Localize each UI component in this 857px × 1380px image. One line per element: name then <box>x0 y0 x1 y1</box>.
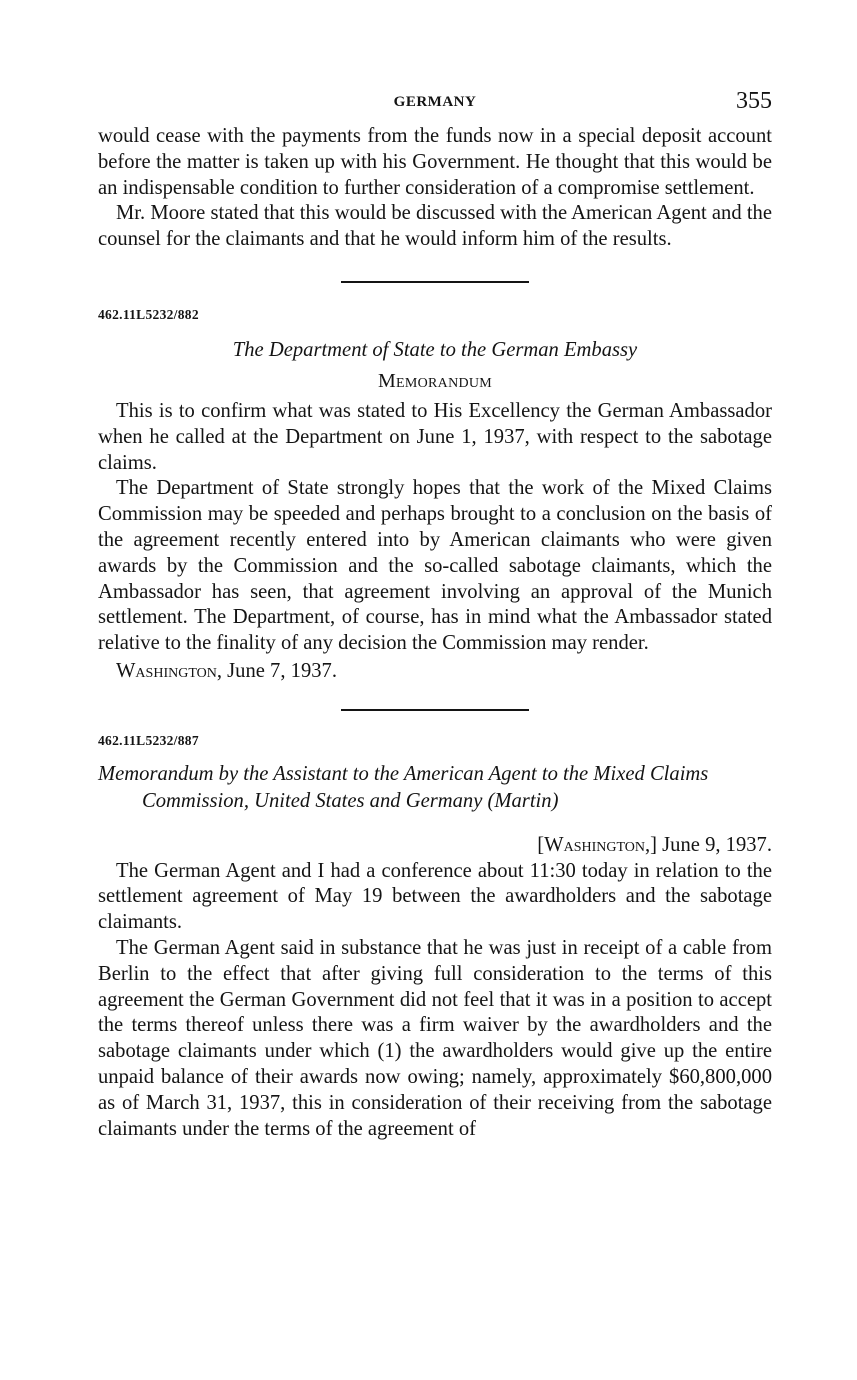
file-number: 462.11L5232/882 <box>98 306 199 322</box>
running-header <box>98 88 772 124</box>
document-title <box>98 761 772 815</box>
paragraph: The Department of State strongly hopes that the work of the Mixed Claims Commission may be speeded and perhaps brought to a conclusion on the basis of the agreement recently entered into by American claimants who were given awards by the Commission and the so-called sabotage claimants, which the Ambassador has seen, that agreement involving an approval of the Munich settlement. The Department, of course, has in mind what the Ambassador stated relative to the finality of any decision the Commission may render. <box>98 477 772 655</box>
document-title: The Department of State to the German Embassy <box>232 338 638 361</box>
place-name: Washington <box>544 833 646 856</box>
memorandum-heading: Memorandum <box>377 369 493 392</box>
bracket-open: [ <box>537 833 545 856</box>
paragraph: The German Agent said in substance that he was just in receipt of a cable from Berlin to the effect that after giving full consideration to the terms of this agreement the German Government did not feel that it was in a position to accept the terms thereof unless there was a firm waiver by the awardholders and the sabotage claimants under which (1) the awardholders would give up the entire unpaid balance of their awards now owing; namely, approximately $60,800,000 as of March 31, 1937, this in consideration of their receiving from the sabotage claimants under the terms of the agreement of <box>98 936 772 1140</box>
paragraph: Mr. Moore stated that this would be discussed with the American Agent and the counsel for the claimants and that he would inform him of the results. <box>98 202 772 251</box>
place-name: Washington <box>116 659 217 682</box>
file-number: 462.11L5232/887 <box>98 732 199 748</box>
place-date-line <box>98 659 772 685</box>
paragraph: This is to confirm what was stated to His Excellency the German Ambassador when he called at the Department on June 1, 1937, with respect to the sabotage claims. <box>98 399 772 474</box>
page-number: 355 <box>736 88 772 114</box>
document-page <box>98 88 772 1142</box>
dateline <box>98 833 772 859</box>
title-text: Memorandum by the Assistant to the American Agent to the Mixed Claims Commission, United States and Germany ( <box>98 762 709 812</box>
running-title: GERMANY <box>393 94 477 110</box>
title-close: ) <box>551 789 559 812</box>
date: , June 7, 1937. <box>216 659 337 682</box>
author-name: Martin <box>494 789 552 812</box>
date: ,] June 9, 1937. <box>645 833 772 856</box>
paragraph: The German Agent and I had a conference about 11:30 today in relation to the settlement agreement of May 19 between the awardholders and the sabotage claimants. <box>98 859 772 934</box>
continuation-paragraph: would cease with the payments from the funds now in a special deposit account before the matter is taken up with his Government. He thought that this would be an indispensable condition to further consideration of a compromise settlement. <box>98 125 772 199</box>
